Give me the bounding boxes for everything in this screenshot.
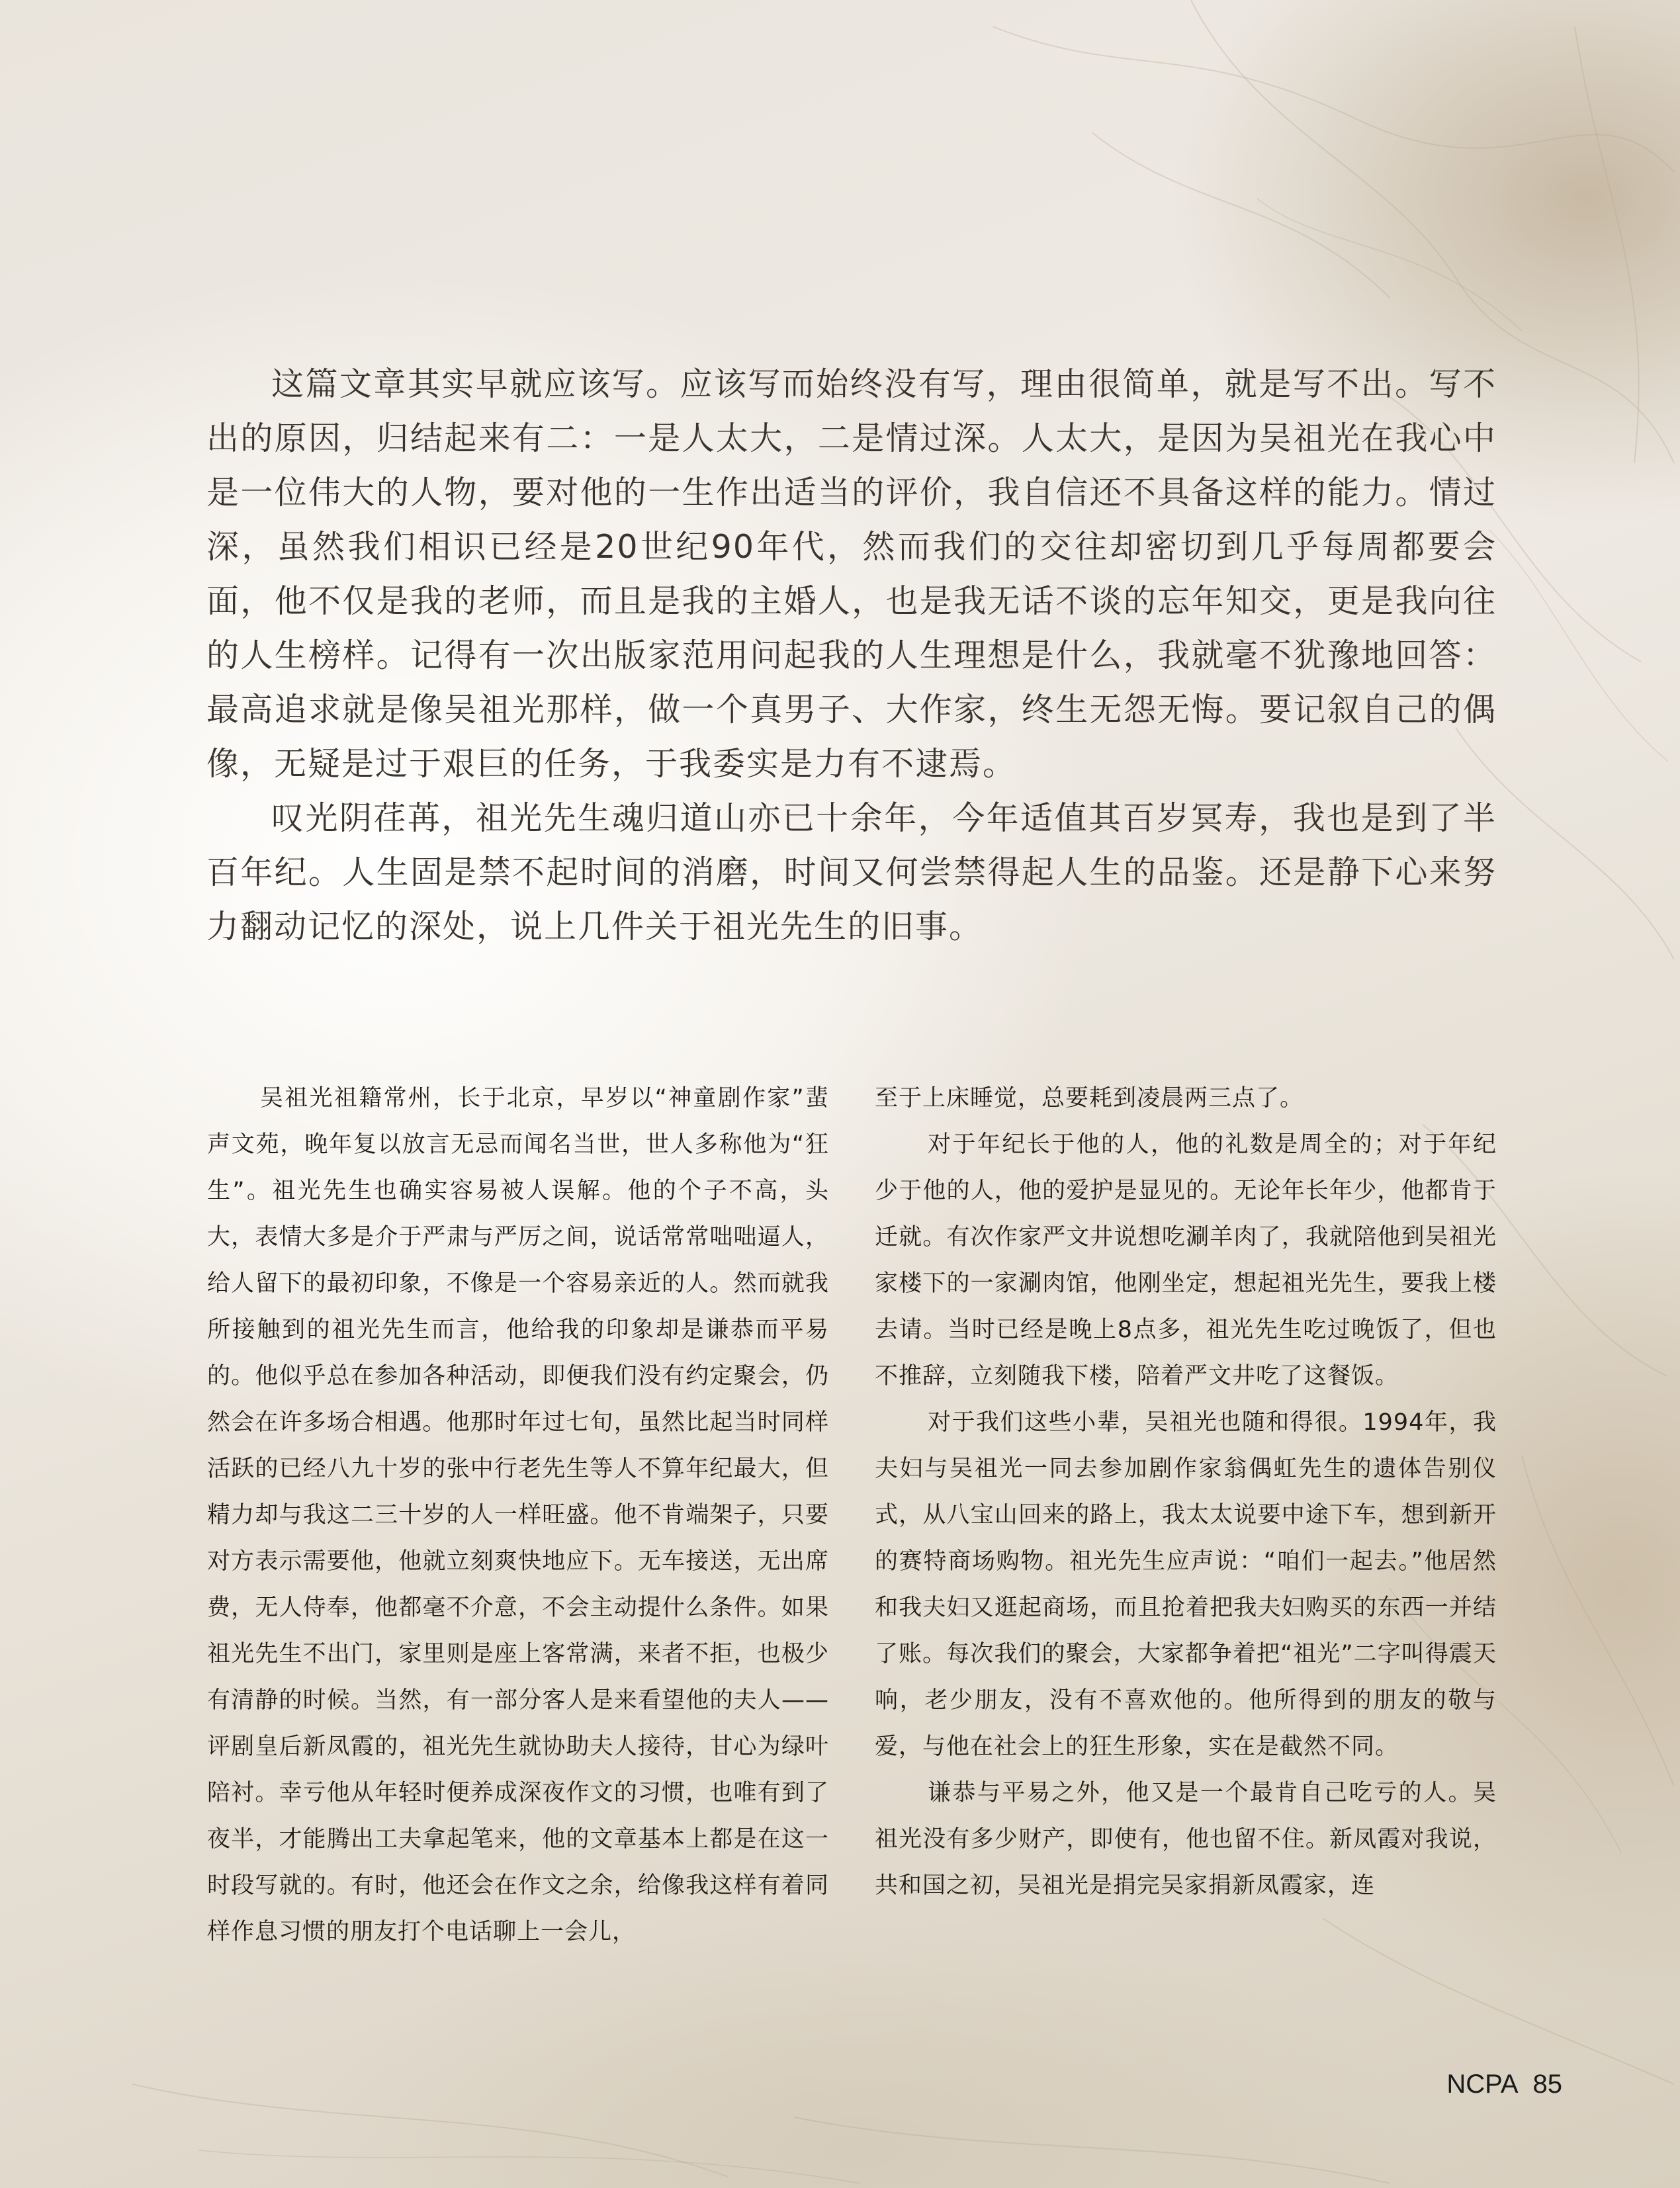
body-paragraph: 对于我们这些小辈，吴祖光也随和得很。1994年，我夫妇与吴祖光一同去参加剧作家翁偶虹先生的遗体告别仪式，从八宝山回来的路上，我太太说要中途下车，想到新开的赛特商场购物。祖光先生应声说：“咱们一起去。”他居然和我夫妇又逛起商场，而且抢着把我夫妇购买的东西一并结了账。每次我们的聚会，大家都争着把“祖光”二字叫得震天响，老少朋友，没有不喜欢他的。他所得到的朋友的敬与爱，与他在社会上的狂生形象，实在是截然不同。: [875, 1409, 1497, 1760]
right-column: [875, 1075, 1497, 1909]
body-paragraph-continuation: 至于上床睡觉，总要耗到凌晨两三点了。: [875, 1085, 1304, 1112]
page-folio: [1446, 2070, 1562, 2099]
intro-paragraph: 叹光阴荏苒，祖光先生魂归道山亦已十余年，今年适值其百岁冥寿，我也是到了半百年纪。人生固是禁不起时间的消磨，时间又何尝禁得起人生的品鉴。还是静下心来努力翻动记忆的深处，说上几件关于祖光先生的旧事。: [206, 799, 1497, 945]
body-paragraph: 吴祖光祖籍常州，长于北京，早岁以“神童剧作家”蜚声文苑，晚年复以放言无忌而闻名当世，世人多称他为“狂生”。祖光先生也确实容易被人误解。他的个子不高，头大，表情大多是介于严肃与严厉之间，说话常常咄咄逼人，给人留下的最初印象，不像是一个容易亲近的人。然而就我所接触到的祖光先生而言，他给我的印象却是谦恭而平易的。他似乎总在参加各种活动，即便我们没有约定聚会，仍然会在许多场合相遇。他那时年过七旬，虽然比起当时同样活跃的已经八九十岁的张中行老先生等人不算年纪最大，但精力却与我这二三十岁的人一样旺盛。他不肯端架子，只要对方表示需要他，他就立刻爽快地应下。无车接送，无出席费，无人侍奉，他都毫不介意，不会主动提什么条件。如果祖光先生不出门，家里则是座上客常满，来者不拒，也极少有清静的时候。当然，有一部分客人是来看望他的夫人——评剧皇后新凤霞的，祖光先生就协助夫人接待，甘心为绿叶陪衬。幸亏他从年轻时便养成深夜作文的习惯，也唯有到了夜半，才能腾出工夫拿起笔来，他的文章基本上都是在这一时段写就的。有时，他还会在作文之余，给像我这样有着同样作息习惯的朋友打个电话聊上一会儿，: [207, 1085, 829, 1945]
body-paragraph: 谦恭与平易之外，他又是一个最肯自己吃亏的人。吴祖光没有多少财产，即使有，他也留不住。新凤霞对我说，共和国之初，吴祖光是捐完吴家捐新凤霞家，连: [875, 1780, 1497, 1899]
publication-name: NCPA: [1446, 2070, 1519, 2099]
intro-paragraph: 这篇文章其实早就应该写。应该写而始终没有写，理由很简单，就是写不出。写不出的原因，归结起来有二：一是人太大，二是情过深。人太大，是因为吴祖光在我心中是一位伟大的人物，要对他的一生作出适当的评价，我自信还不具备这样的能力。情过深，虽然我们相识已经是20世纪90年代，然而我们的交往却密切到几乎每周都要会面，他不仅是我的老师，而且是我的主婚人，也是我无话不谈的忘年知交，更是我向往的人生榜样。记得有一次出版家范用问起我的人生理想是什么，我就毫不犹豫地回答：最高追求就是像吴祖光那样，做一个真男子、大作家，终生无怨无悔。要记叙自己的偶像，无疑是过于艰巨的任务，于我委实是力有不逮焉。: [206, 365, 1497, 783]
left-column: [207, 1075, 829, 1955]
page-number: 85: [1532, 2070, 1562, 2099]
intro-section: [206, 357, 1497, 954]
body-paragraph: 对于年纪长于他的人，他的礼数是周全的；对于年纪少于他的人，他的爱护是显见的。无论年长年少，他都肯于迁就。有次作家严文井说想吃涮羊肉了，我就陪他到吴祖光家楼下的一家涮肉馆，他刚坐定，想起祖光先生，要我上楼去请。当时已经是晚上8点多，祖光先生吃过晚饭了，但也不推辞，立刻随我下楼，陪着严文井吃了这餐饭。: [875, 1131, 1497, 1389]
